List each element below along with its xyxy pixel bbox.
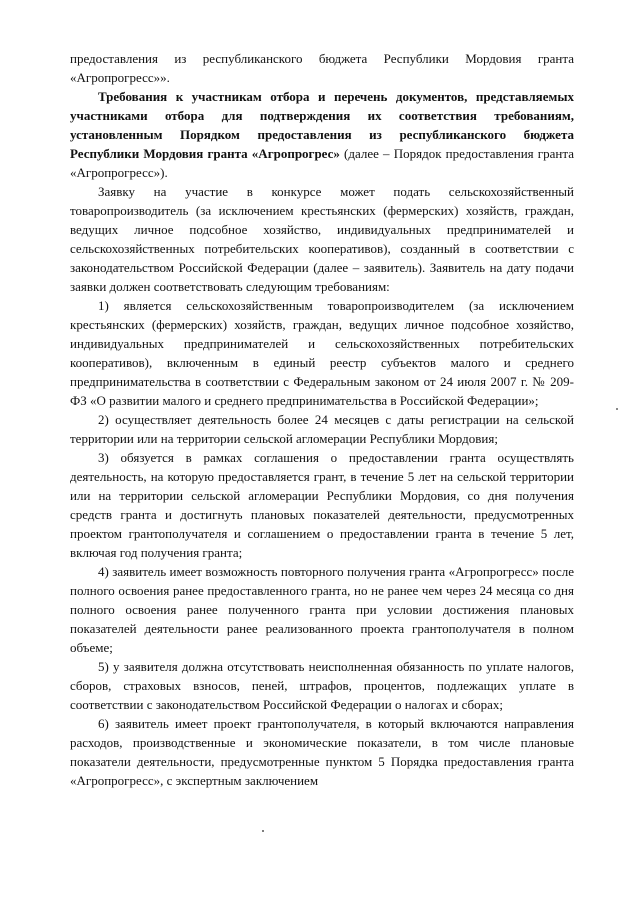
scan-dot (262, 830, 264, 832)
section-heading-tail: (далее – Порядок предоставления гранта «Агропрогресс»). (70, 146, 574, 180)
application-paragraph: Заявку на участие в конкурсе может подать сельскохозяйственный товаропроизводитель (за исключением крестьянских (фермерских) хозяйств, граждан, ведущих личное подсобное хозяйство, индивидуальных предпринимателей и сельскохозяйственных потребительских кооперативов), созданный в соответствии с законодательством Российской Федерации (далее – заявитель). Заявитель на дату подачи заявки должен соответствовать следующим требованиям: (70, 184, 574, 294)
requirement-item-2: 2) осуществляет деятельность более 24 месяцев с даты регистрации на сельской территории или на территории сельской агломерации Республики Мордовия; (70, 412, 574, 446)
section-heading-bold: Требования к участникам отбора и перечень документов, представляемых участниками отбора для подтверждения их соответствия требованиям, установленным Порядком предоставления из республиканского бюджета Республики Мордовия гранта «Агропрогрес» (70, 89, 574, 161)
intro-paragraph: предоставления из республиканского бюджета Республики Мордовия гранта «Агропрогресс»». (70, 51, 574, 85)
section-heading (70, 87, 574, 182)
requirement-item-5: 5) у заявителя должна отсутствовать неисполненная обязанность по уплате налогов, сборов, страховых взносов, пеней, штрафов, процентов, подлежащих уплате в соответствии с законодательством Российской Федерации о налогах и сборах; (70, 659, 574, 712)
requirement-item-1: 1) является сельскохозяйственным товаропроизводителем (за исключением крестьянских (фермерских) хозяйств, граждан, ведущих личное подсобное хозяйство, индивидуальных предпринимателей и сельскохозяйственных потребительских кооперативов), включенным в единый реестр субъектов малого и среднего предпринимательства в соответствии с Федеральным законом от 24 июля 2007 г. № 209-ФЗ «О развитии малого и среднего предпринимательства в Российской Федерации»; (70, 298, 574, 408)
requirement-item-3: 3) обязуется в рамках соглашения о предоставлении гранта осуществлять деятельность, на которую предоставляется грант, в течение 5 лет на сельской территории или на территории сельской агломерации Республики Мордовия, со дня получения средств гранта и достигнуть плановых показателей деятельности, предусмотренных проектом грантополучателя и соглашением о предоставлении гранта в течение 5 лет, включая год получения гранта; (70, 450, 574, 560)
document-page (70, 49, 574, 790)
requirement-item-6: 6) заявитель имеет проект грантополучателя, в который включаются направления расходов, производственные и экономические показатели, в том числе плановые показатели деятельности, предусмотренные пунктом 5 Порядка предоставления гранта «Агропрогресс», с экспертным заключением (70, 716, 574, 788)
scan-speck (616, 408, 618, 410)
requirement-item-4: 4) заявитель имеет возможность повторного получения гранта «Агропрогресс» после полного освоения ранее предоставленного гранта, но не ранее чем через 24 месяца со дня полного освоения ранее полученного гранта при условии достижения плановых показателей деятельности ранее реализованного проекта грантополучателя в полном объеме; (70, 564, 574, 655)
